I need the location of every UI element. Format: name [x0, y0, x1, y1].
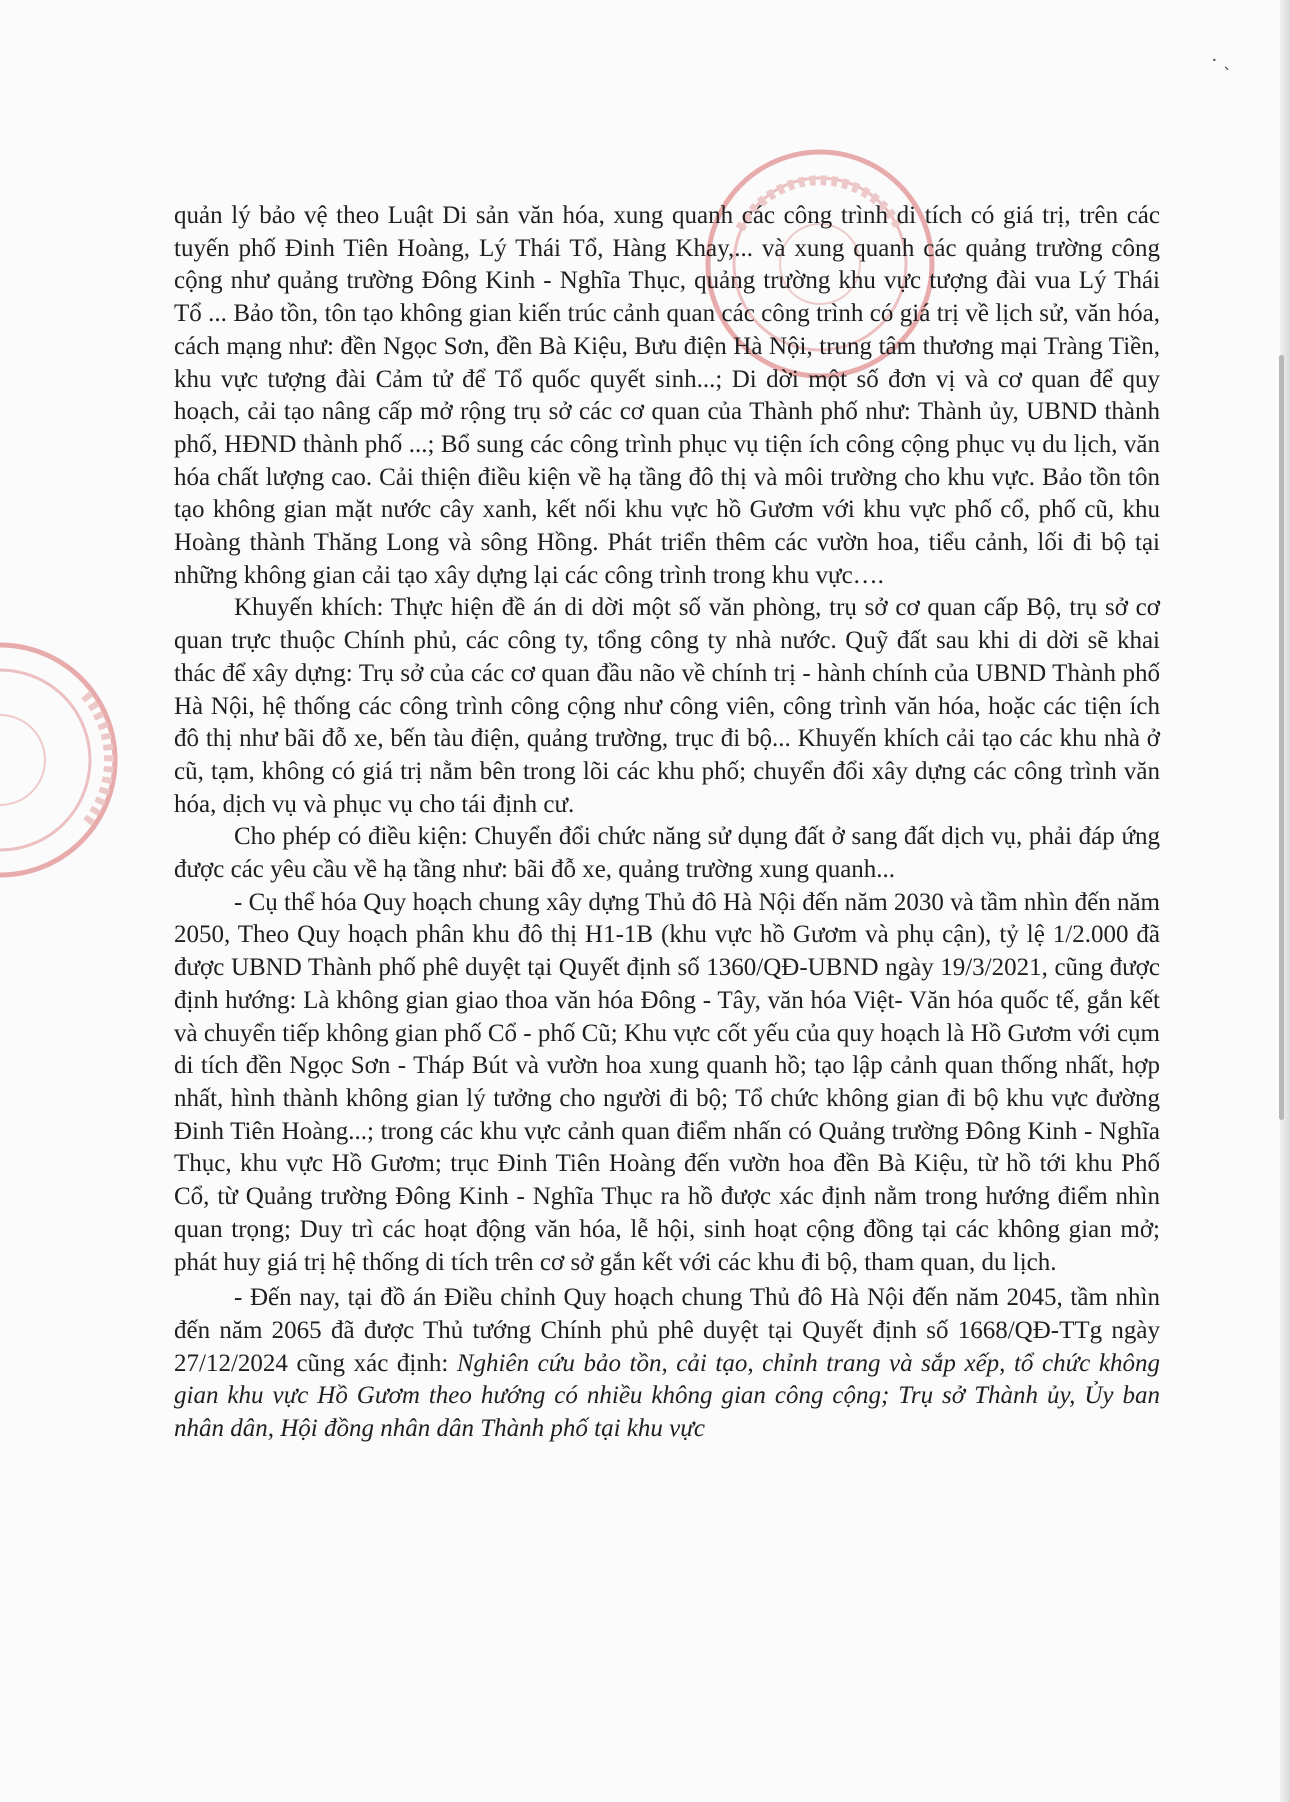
vertical-scrollbar[interactable] — [1279, 355, 1284, 1120]
paragraph-zoning-plan-h1-1b: - Cụ thể hóa Quy hoạch chung xây dựng Thủ đô Hà Nội đến năm 2030 và tầm nhìn đến năm 2050, Theo Quy hoạch phân khu đô thị H1-1B (khu vực hồ Gươm và phụ cận), tỷ lệ 1/2.000 đã được UBND Thành phố phê duyệt tại Quyết định số 1360/QĐ-UBND ngày 19/3/2021, cũng được định hướng: Là không gian giao thoa văn hóa Đông - Tây, văn hóa Việt- Văn hóa quốc tế, gắn kết và chuyển tiếp không gian phố Cổ - phố Cũ; Khu vực cốt yếu của quy hoạch là Hồ Gươm với cụm di tích đền Ngọc Sơn - Tháp Bút và vườn hoa xung quanh hồ; tạo lập cảnh quan thống nhất, hợp nhất, hình thành không gian lý tưởng cho người đi bộ; Tổ chức không gian đi bộ khu vực đường Đinh Tiên Hoàng...; trong các khu vực cảnh quan điểm nhấn có Quảng trường Đông Kinh - Nghĩa Thục, khu vực Hồ Gươm; trục Đinh Tiên Hoàng đến vườn hoa đền Bà Kiệu, từ hồ tới khu Phố Cổ, từ Quảng trường Đông Kinh - Nghĩa Thục ra hồ được xác định nằm trong hướng điểm nhìn quan trọng; Duy trì các hoạt động văn hóa, lễ hội, sinh hoạt cộng đồng tại các không gian mở; phát huy giá trị hệ thống di tích trên cơ sở gắn kết với các khu đi bộ, tham quan, du lịch. — [174, 888, 1160, 1276]
paragraph-conditional: Cho phép có điều kiện: Chuyển đổi chức năng sử dụng đất ở sang đất dịch vụ, phải đáp ứng được các yêu cầu về hạ tầng như: bãi đỗ xe, quảng trường xung quanh... — [174, 823, 1160, 884]
paragraph-heritage-protection: quản lý bảo vệ theo Luật Di sản văn hóa, xung quanh các công trình di tích có giá trị, trên các tuyến phố Đinh Tiên Hoàng, Lý Thái Tổ, Hàng Khay,... và xung quanh các quảng trường công cộng như quảng trường Đông Kinh - Nghĩa Thục, quảng trường khu vực tượng đài vua Lý Thái Tổ ... Bảo tồn, tôn tạo không gian kiến trúc cảnh quan các công trình có giá trị về lịch sử, văn hóa, cách mạng như: đền Ngọc Sơn, đền Bà Kiệu, Bưu điện Hà Nội, trung tâm thương mại Tràng Tiền, khu vực tượng đài Cảm tử để Tổ quốc quyết sinh...; Di dời một số đơn vị và cơ quan để quy hoạch, cải tạo nâng cấp mở rộng trụ sở các cơ quan của Thành phố như: Thành ủy, UBND thành phố, HĐND thành phố ...; Bổ sung các công trình phục vụ tiện ích công cộng phục vụ du lịch, văn hóa chất lượng cao. Cải thiện điều kiện về hạ tầng đô thị và môi trường cho khu vực. Bảo tồn tôn tạo không gian mặt nước cây xanh, kết nối khu vực hồ Gươm với khu vực phố cổ, phố cũ, khu Hoàng thành Thăng Long và sông Hồng. Phát triển thêm các vườn hoa, tiểu cảnh, lối đi bộ tại những không gian cải tạo xây dựng lại các công trình trong khu vực…. — [174, 202, 1160, 589]
scan-marks: · ˎ — [1211, 50, 1232, 71]
document-body — [174, 200, 1160, 1446]
red-seal-stamp-left — [0, 635, 125, 885]
paragraph-adjusted-general-plan-text: - Đến nay, tại đồ án Điều chỉnh Quy hoạch chung Thủ đô Hà Nội đến năm 2045, tầm nhìn đến năm 2065 đã được Thủ tướng Chính phủ phê duyệt tại Quyết định số 1668/QĐ-TTg ngày 27/12/2024 cũng xác định: — [174, 1284, 1160, 1377]
paragraph-adjusted-general-plan-italic: Nghiên cứu bảo tồn, cải tạo, chỉnh trang và sắp xếp, tổ chức không gian khu vực Hồ Gươm theo hướng có nhiều không gian công cộng; Trụ sở Thành ủy, Ủy ban nhân dân, Hội đồng nhân dân Thành phố tại khu vực — [174, 1349, 1160, 1443]
paragraph-adjusted-general-plan — [174, 1282, 1160, 1446]
paragraph-encouraged: Khuyến khích: Thực hiện đề án di dời một số văn phòng, trụ sở cơ quan cấp Bộ, trụ sở cơ quan trực thuộc Chính phủ, các công ty, tổng công ty nhà nước. Quỹ đất sau khi di dời sẽ khai thác để xây dựng: Trụ sở của các cơ quan đầu não về chính trị - hành chính của UBND Thành phố Hà Nội, hệ thống các công trình công cộng như công viên, công trình văn hóa, hoặc các tiện ích đô thị như bãi đỗ xe, bến tàu điện, quảng trường, trục đi bộ... Khuyến khích cải tạo các khu nhà ở cũ, tạm, không có giá trị nằm bên trong lõi các khu phố; chuyển đổi xây dựng các công trình văn hóa, dịch vụ và phục vụ cho tái định cư. — [174, 594, 1160, 818]
